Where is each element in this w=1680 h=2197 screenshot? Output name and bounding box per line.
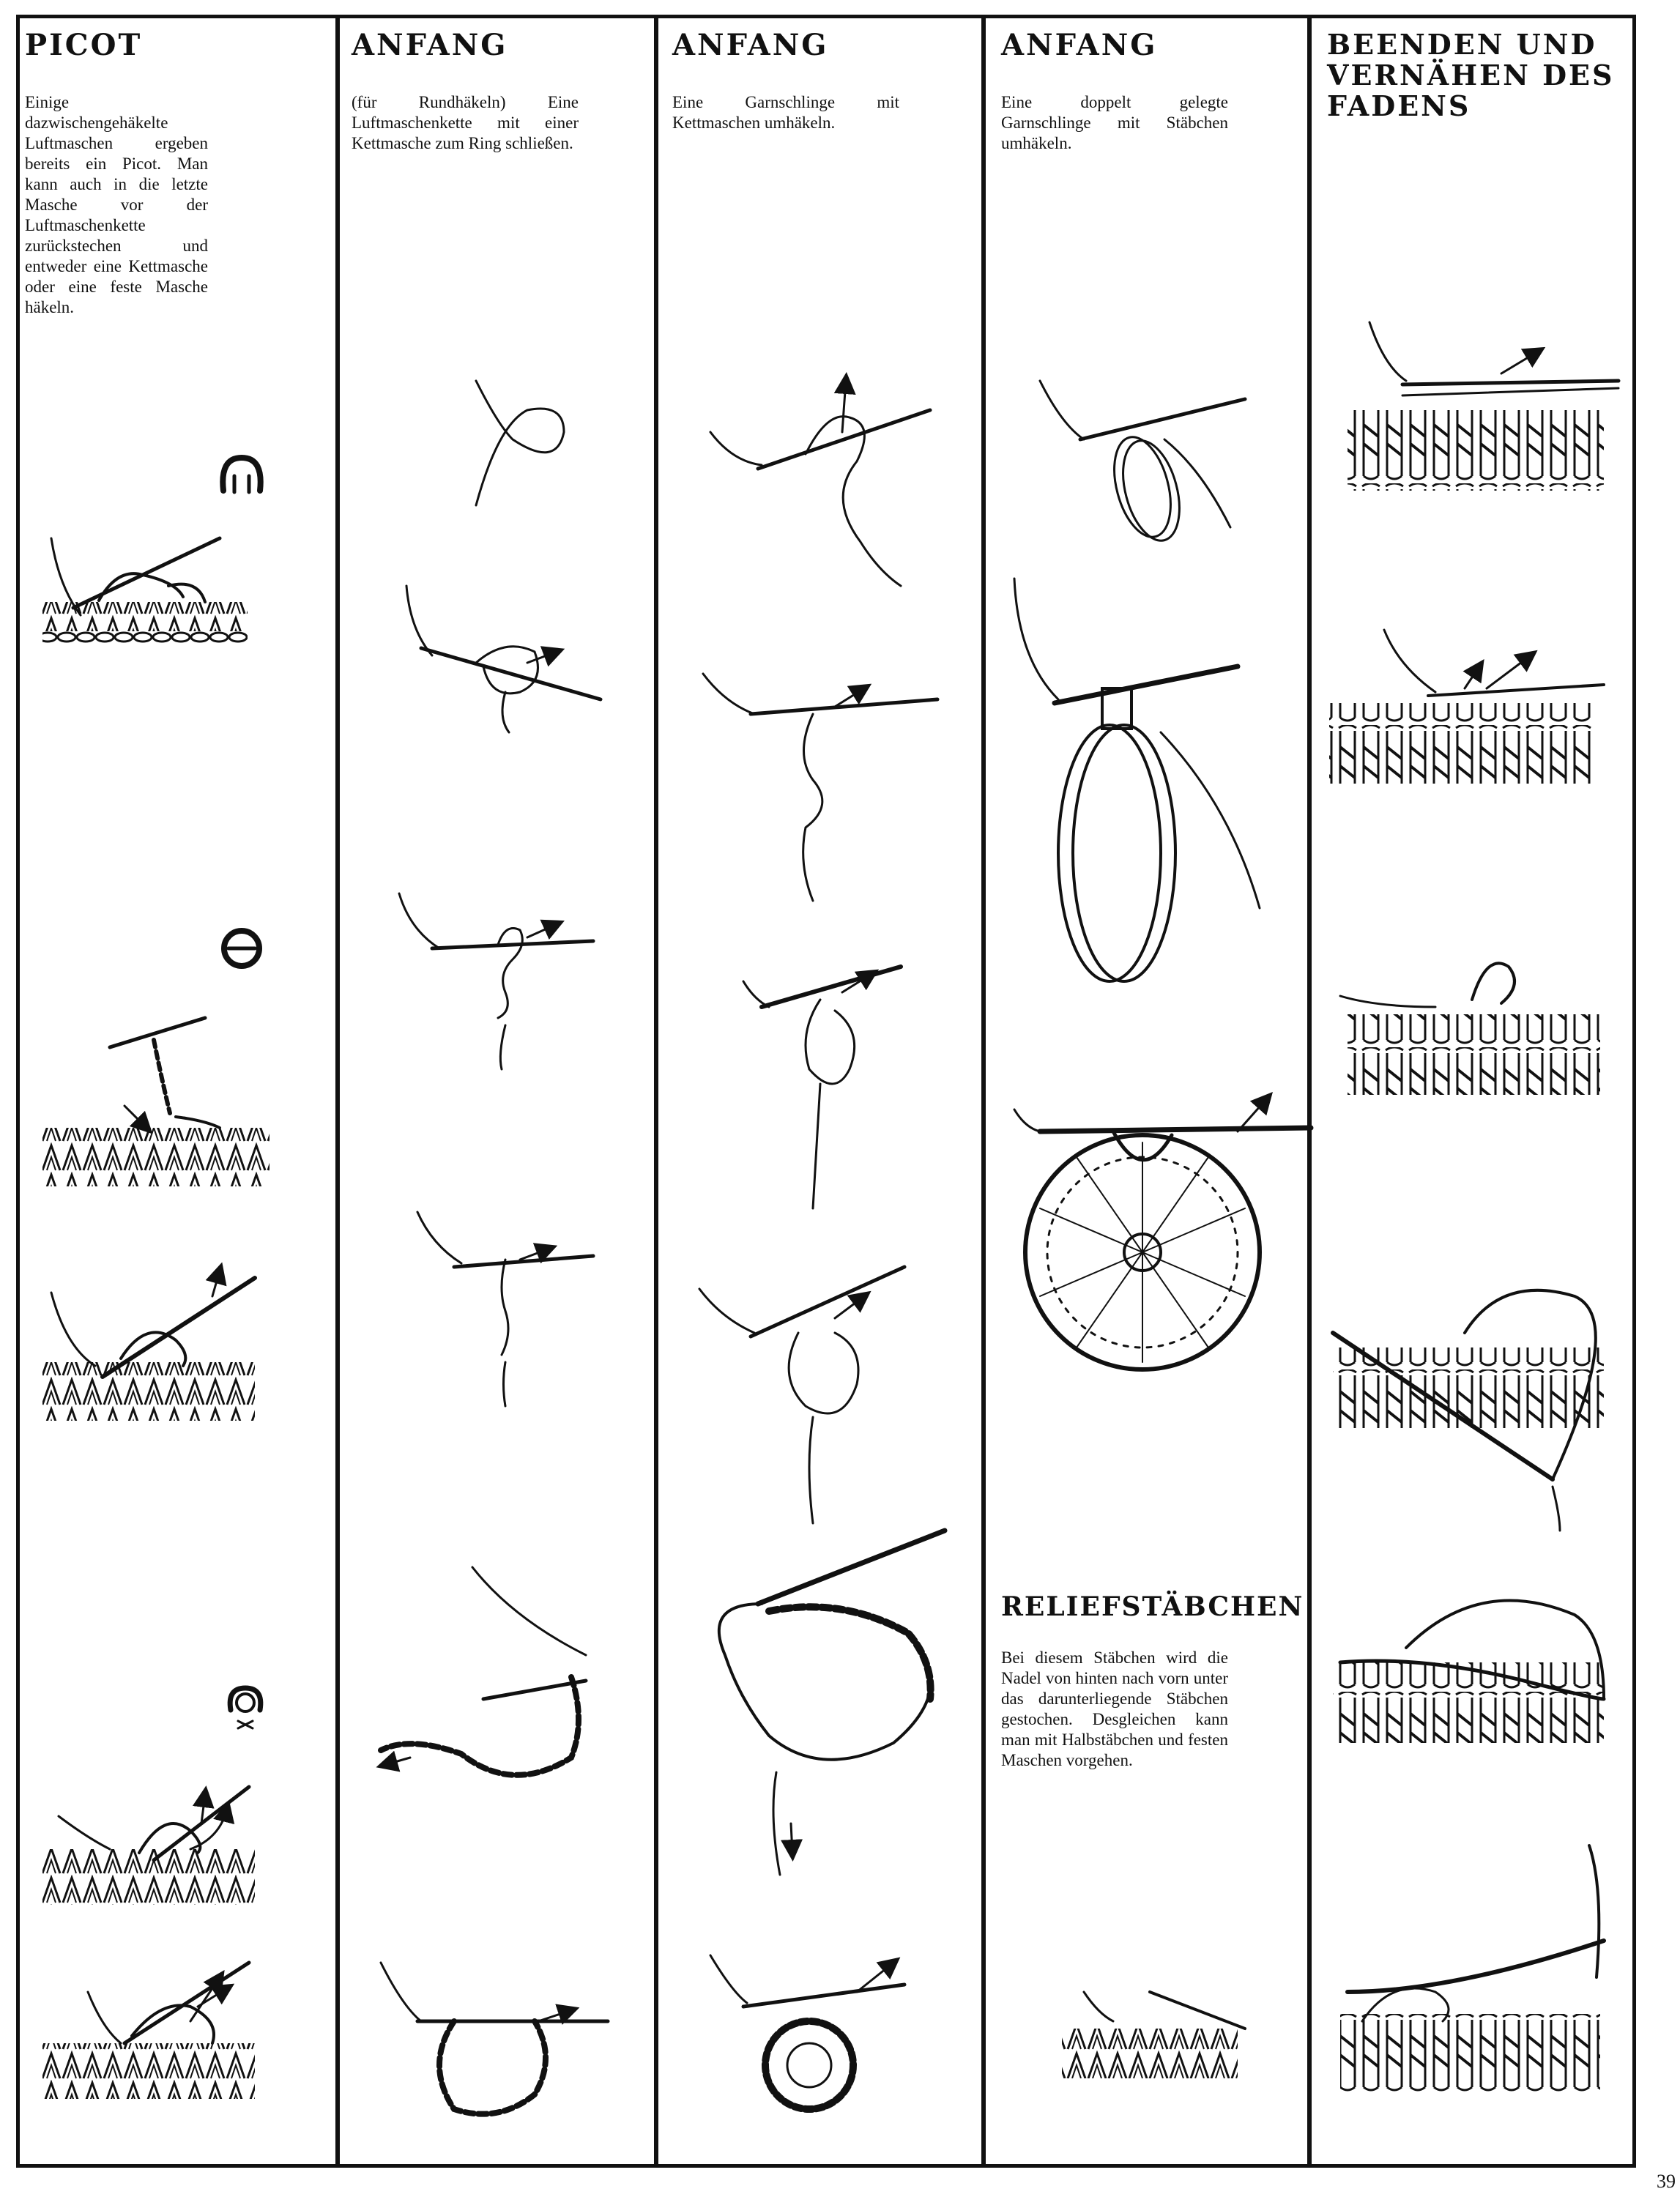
anfang-ring-illustration-5 (381, 1567, 586, 1775)
anfang-double-illustration-1 (1040, 381, 1245, 547)
anfang-double-illustration-3 (1014, 1098, 1311, 1369)
relief-heading: RELIEFSTÄBCHEN (1001, 1591, 1304, 1622)
column-text: Eine doppelt gelegte Garnschlinge mit Stäbchen umhäkeln. (1001, 93, 1228, 152)
relief-text: Bei diesem Stäbchen wird die Nadel von hinten nach vorn unter das darunterliegende Stäbchen gestochen. Desgleichen kann man mit Halbstäbchen und festen Maschen vorgehen. (1001, 1648, 1228, 1769)
relief-illustration (1062, 1992, 1245, 2078)
column-text: (für Rundhäkeln) Eine Luftmaschenkette mit einer Kettmasche zum Ring schließen. (352, 93, 579, 152)
picot-illustration-1 (42, 538, 248, 644)
column-heading: ANFANG (1001, 28, 1158, 62)
beenden-illustration-1 (1348, 322, 1618, 491)
anfang-ring-illustration-4 (417, 1212, 593, 1406)
picot-symbol-3 (230, 1688, 261, 1728)
column-text: Einige dazwischengehäkelte Luftmaschen ergeben bereits ein Picot. Man kann auch in die letzte Masche vor der Luftmaschenkette zurückstechen und entweder eine Kettmasche oder eine feste Masche häkeln. (25, 93, 208, 316)
anfang-double-illustration-2 (1014, 579, 1260, 981)
anfang-ring-illustration-3 (399, 893, 593, 1069)
picot-illustration-2 (42, 1018, 270, 1186)
column-text: Eine Garnschlinge mit Kettmaschen umhäkeln. (672, 93, 899, 132)
anfang-loop-illustration-2 (703, 674, 937, 901)
anfang-loop-illustration-5 (719, 1531, 945, 1875)
beenden-illustration-6 (1340, 1845, 1604, 2094)
beenden-illustration-5 (1333, 1600, 1604, 1743)
anfang-loop-illustration-1 (710, 381, 930, 586)
picot-symbol (223, 458, 260, 492)
anfang-loop-illustration-4 (699, 1267, 904, 1523)
beenden-illustration-3 (1340, 963, 1600, 1095)
column-heading: ANFANG (352, 28, 508, 62)
picot-illustration-3 (42, 1271, 255, 1421)
anfang-ring-illustration-6 (381, 1963, 608, 2114)
beenden-illustration-2 (1329, 630, 1604, 784)
anfang-ring-illustration-2 (406, 586, 601, 732)
column-heading: BEENDEN UND VERNÄHEN DES FADENS (1327, 28, 1615, 122)
picot-illustration-5 (42, 1963, 255, 2099)
anfang-loop-illustration-3 (743, 967, 901, 1208)
page-number: 39 (1657, 2171, 1676, 2192)
anfang-ring-illustration-1 (476, 381, 564, 505)
column-heading: ANFANG (672, 28, 829, 62)
anfang-loop-illustration-6 (710, 1955, 904, 2109)
beenden-illustration-4 (1333, 1290, 1604, 1531)
picot-illustration-4 (42, 1787, 255, 1905)
column-heading: PICOT (25, 28, 143, 62)
picot-symbol-2 (224, 931, 259, 966)
